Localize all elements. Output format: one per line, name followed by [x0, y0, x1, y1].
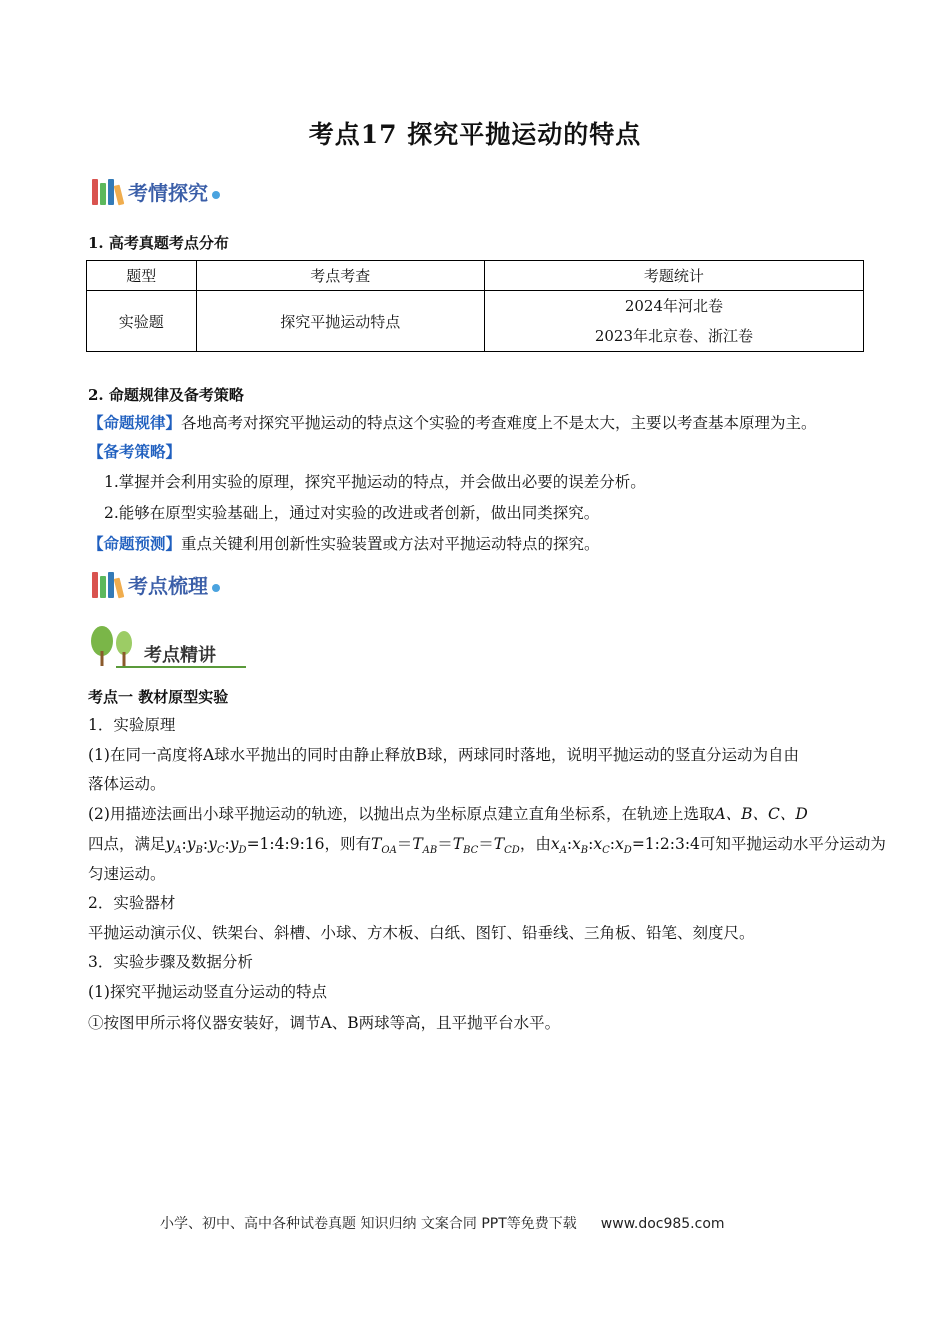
table-header-row	[87, 261, 864, 291]
forecast-tag: 【命题预测】	[88, 534, 182, 553]
tree-banner	[88, 625, 246, 671]
exam-distribution-table	[86, 260, 864, 352]
footer-text: 小学、初中、高中各种试卷真题 知识归纳 文案合同 PPT等免费下载	[160, 1216, 577, 1232]
para-text: 四点，满足	[88, 835, 166, 853]
section-heading-2: 2. 命题规律及备考策略	[88, 386, 244, 404]
dot-icon	[212, 191, 220, 199]
para-title: 1．实验原理	[88, 716, 176, 734]
para-title: 2．实验器材	[88, 894, 176, 912]
banner-label: 考情探究	[128, 181, 208, 205]
stat-line: 2023年北京卷、浙江卷	[594, 327, 753, 345]
kaodian-heading: 考点一 教材原型实验	[88, 688, 229, 706]
para-line: 平抛运动演示仪、铁架台、斜槽、小球、方木板、白纸、图钉、铅垂线、三角板、铅笔、刻度尺。	[88, 924, 755, 942]
para-text: (2)用描迹法画出小球平抛运动的轨迹，以抛出点为坐标原点建立直角坐标系，在轨迹上选取	[88, 805, 715, 823]
para-line	[88, 834, 886, 861]
strategy-tag-label: 【备考策略】	[88, 442, 182, 461]
books-icon	[92, 572, 122, 598]
tree-icon	[88, 625, 138, 667]
para-text: =1:4:9:16，则有	[246, 835, 372, 853]
para-line	[88, 804, 808, 824]
header-cell: 题型	[87, 261, 197, 291]
para-title: 3．实验步骤及数据分析	[88, 953, 253, 971]
dot-icon	[212, 584, 220, 592]
section-heading-1: 1. 高考真题考点分布	[88, 234, 229, 252]
rule-tag: 【命题规律】	[88, 413, 182, 432]
rule-line	[88, 413, 817, 433]
time-equation: $T_{OA}=T_{AB}=T_{BC}=T_{CD}$	[371, 835, 520, 857]
footer	[160, 1213, 725, 1233]
para-line: 落体运动。	[88, 775, 166, 793]
forecast-text: 重点关键利用创新性实验装置或方法对平抛运动特点的探究。	[181, 535, 600, 553]
banner-underline	[116, 666, 246, 668]
section-banner-kaoqing	[92, 177, 220, 206]
ratio-y: $y_A:y_B:y_C:y_D$	[165, 835, 247, 857]
para-text: =1:2:3:4可知平抛运动水平分运动为	[631, 835, 886, 853]
strategy-item: 2.能够在原型实验基础上，通过对实验的改进或者创新，做出同类探究。	[104, 504, 600, 522]
books-icon	[92, 179, 122, 205]
page-title: 考点17 探究平抛运动的特点	[308, 120, 642, 149]
para-line: ①按图甲所示将仪器安装好，调节A、B两球等高，且平抛平台水平。	[88, 1014, 561, 1032]
para-line: (1)探究平抛运动竖直分运动的特点	[88, 983, 327, 1001]
para-text: ，由	[519, 835, 551, 853]
header-cell: 考点考查	[196, 261, 484, 291]
table-cell	[484, 291, 863, 352]
forecast-line	[88, 534, 600, 554]
stat-line: 2024年河北卷	[624, 297, 723, 315]
ratio-x: $x_A:x_B:x_C:x_D$	[550, 835, 632, 857]
tree-banner-label: 考点精讲	[144, 645, 216, 666]
points-label: A、B、C、D	[714, 805, 808, 823]
table-cell: 探究平抛运动特点	[196, 291, 484, 352]
table-cell: 实验题	[87, 291, 197, 352]
rule-text: 各地高考对探究平抛运动的特点这个实验的考查难度上不是太大，主要以考查基本原理为主。	[181, 414, 817, 432]
section-banner-kaodian	[92, 570, 220, 599]
strategy-item: 1.掌握并会利用实验的原理，探究平抛运动的特点，并会做出必要的误差分析。	[104, 473, 646, 491]
strategy-tag	[88, 442, 181, 462]
banner-label: 考点梳理	[128, 574, 208, 598]
para-line: 匀速运动。	[88, 865, 166, 883]
header-cell: 考题统计	[484, 261, 863, 291]
para-line: (1)在同一高度将A球水平抛出的同时由静止释放B球，两球同时落地，说明平抛运动的竖直分运动为自由	[88, 746, 800, 764]
table-row	[87, 291, 864, 352]
footer-url[interactable]: www.doc985.com	[600, 1216, 725, 1232]
